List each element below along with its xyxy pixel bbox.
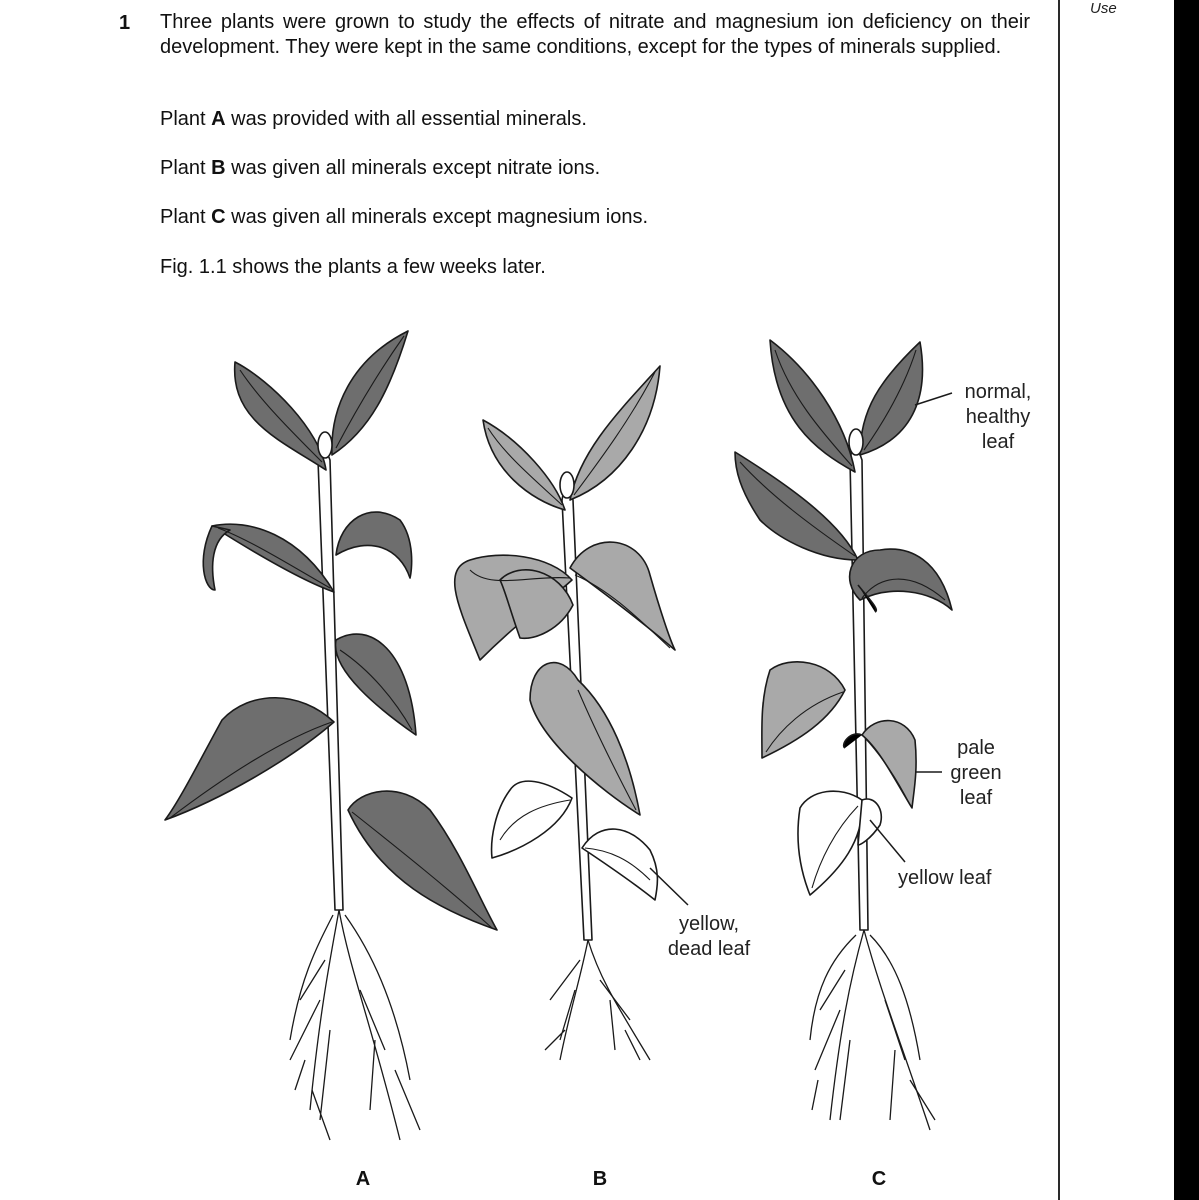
- label-normal-line3: leaf: [981, 431, 1015, 453]
- label-dead-line2: dead leaf: [667, 938, 751, 960]
- plant-c-leaf: [735, 452, 858, 560]
- plant-b-leaf: [492, 781, 572, 858]
- plant-a: [165, 331, 497, 1140]
- plant-b-leaf: [570, 542, 675, 650]
- label-pale-line3: leaf: [959, 787, 993, 809]
- plant-c-leaf: [858, 799, 881, 845]
- label-normal-line1: normal,: [964, 381, 1032, 403]
- plant-a-leaf: [336, 634, 416, 735]
- figure-1-1: [0, 320, 1060, 1200]
- plant-b-statement: Plant B was given all minerals except nitrate ions.: [160, 157, 601, 179]
- plant-c: [735, 340, 952, 1130]
- plant-label-b: B: [592, 1168, 608, 1190]
- margin-use-label: Use: [1090, 0, 1117, 17]
- plant-c-statement: Plant C was given all minerals except magnesium ions.: [160, 206, 649, 228]
- question-number: 1: [119, 12, 131, 34]
- plant-c-stem: [850, 438, 868, 930]
- plant-b: [455, 366, 675, 1060]
- plant-c-leaf: [762, 662, 845, 758]
- plant-a-stem: [318, 440, 343, 910]
- label-pale-line1: pale: [957, 737, 995, 759]
- plant-c-leaf: [862, 721, 916, 808]
- plant-a-leaf: [348, 791, 497, 930]
- plant-a-roots: [290, 910, 420, 1140]
- label-yellow-leaf: yellow leaf: [898, 867, 992, 889]
- label-normal-line2: healthy: [965, 406, 1031, 428]
- figure-caption: Fig. 1.1 shows the plants a few weeks later.: [160, 256, 546, 278]
- plant-b-leaf: [582, 829, 657, 900]
- plant-label-c: C: [871, 1168, 887, 1190]
- plant-c-leaf: [770, 340, 855, 472]
- plant-c-roots: [810, 930, 935, 1130]
- label-pale-line2: green: [950, 762, 1002, 784]
- plant-b-roots: [545, 940, 650, 1060]
- plant-a-leaf: [332, 331, 408, 455]
- plant-a-leaf: [212, 524, 334, 592]
- label-dead-line1: yellow,: [678, 913, 740, 935]
- plant-a-leaf: [336, 512, 412, 578]
- plant-a-leaf: [235, 362, 326, 470]
- plant-b-leaf: [570, 366, 660, 500]
- plant-a-leaf: [165, 698, 334, 820]
- question-intro: Three plants were grown to study the effects of nitrate and magnesium ion deficiency on their development. They were kept in the same conditions, except for the types of minerals supplied.: [160, 11, 1030, 58]
- plant-a-statement: Plant A was provided with all essential minerals.: [160, 108, 587, 130]
- plant-label-a: A: [355, 1168, 371, 1190]
